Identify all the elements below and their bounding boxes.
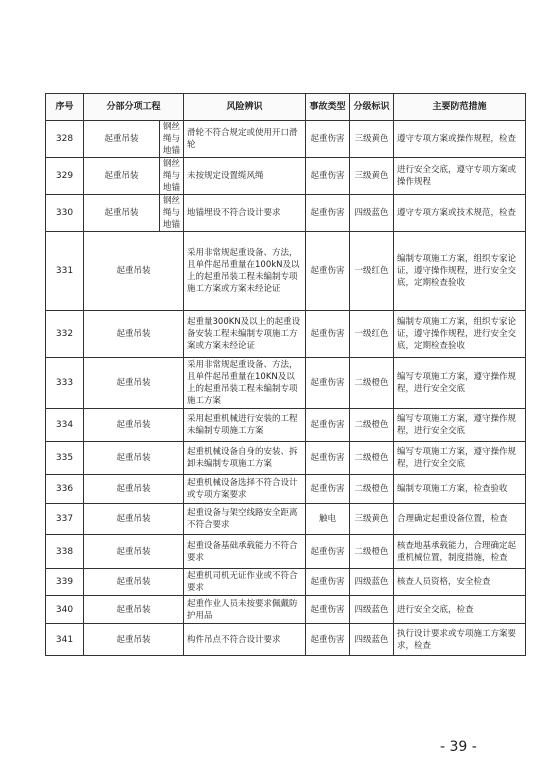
page-number: - 39 - bbox=[440, 739, 477, 755]
cell-category: 起重吊装 bbox=[84, 535, 184, 569]
cell-category: 起重吊装 bbox=[84, 624, 184, 656]
risk-table-container bbox=[45, 93, 525, 656]
cell-no: 341 bbox=[46, 624, 84, 656]
cell-no: 339 bbox=[46, 569, 84, 596]
cell-measures: 遵守专项方案或操作规程，检查 bbox=[394, 121, 526, 158]
cell-no: 330 bbox=[46, 195, 84, 232]
table-row bbox=[46, 158, 526, 195]
cell-measures: 编制专项施工方案，组织专家论证，遵守操作规程，进行安全交底，定期检查验收 bbox=[394, 311, 526, 358]
cell-risk: 起重作业人员未按要求佩戴防护用品 bbox=[184, 596, 306, 624]
cell-accident-type: 起重伤害 bbox=[306, 442, 350, 475]
cell-category: 起重吊装 bbox=[84, 504, 184, 535]
cell-measures: 遵守专项方案或技术规范，检查 bbox=[394, 195, 526, 232]
cell-risk: 起重机械设备选择不符合设计或专项方案要求 bbox=[184, 475, 306, 504]
cell-accident-type: 触电 bbox=[306, 504, 350, 535]
cell-category: 起重吊装 bbox=[84, 569, 184, 596]
cell-risk: 起重设备基础承载能力不符合要求 bbox=[184, 535, 306, 569]
cell-category: 起重吊装 bbox=[84, 158, 160, 195]
cell-level: 二级橙色 bbox=[350, 475, 394, 504]
cell-no: 328 bbox=[46, 121, 84, 158]
cell-risk: 未按规定设置缆风绳 bbox=[184, 158, 306, 195]
cell-category: 起重吊装 bbox=[84, 596, 184, 624]
table-row bbox=[46, 121, 526, 158]
cell-no: 334 bbox=[46, 409, 84, 442]
cell-subcategory: 钢丝绳与地锚 bbox=[160, 121, 184, 158]
cell-level: 一级红色 bbox=[350, 232, 394, 311]
header-accident-type: 事故类型 bbox=[306, 94, 350, 121]
cell-category: 起重吊装 bbox=[84, 442, 184, 475]
table-row bbox=[46, 195, 526, 232]
cell-level: 三级黄色 bbox=[350, 121, 394, 158]
cell-measures: 编写专项施工方案，遵守操作规程，进行安全交底 bbox=[394, 409, 526, 442]
cell-accident-type: 起重伤害 bbox=[306, 569, 350, 596]
cell-measures: 核查人员资格，安全检查 bbox=[394, 569, 526, 596]
cell-level: 四级蓝色 bbox=[350, 569, 394, 596]
cell-accident-type: 起重伤害 bbox=[306, 475, 350, 504]
cell-risk: 起重设备与架空线路安全距离不符合要求 bbox=[184, 504, 306, 535]
table-header-row bbox=[46, 94, 526, 121]
cell-measures: 进行安全交底，遵守专项方案或操作规程 bbox=[394, 158, 526, 195]
cell-no: 338 bbox=[46, 535, 84, 569]
cell-level: 四级蓝色 bbox=[350, 195, 394, 232]
cell-no: 336 bbox=[46, 475, 84, 504]
cell-level: 二级橙色 bbox=[350, 442, 394, 475]
table-row bbox=[46, 504, 526, 535]
cell-level: 二级橙色 bbox=[350, 358, 394, 409]
cell-category: 起重吊装 bbox=[84, 358, 184, 409]
cell-measures: 执行设计要求或专项施工方案要求，检查 bbox=[394, 624, 526, 656]
cell-level: 一级红色 bbox=[350, 311, 394, 358]
cell-risk: 采用起重机械进行安装的工程未编制专项施工方案 bbox=[184, 409, 306, 442]
cell-category: 起重吊装 bbox=[84, 232, 184, 311]
cell-measures: 进行安全交底，检查 bbox=[394, 596, 526, 624]
cell-risk: 采用非常规起重设备、方法，且单件起吊重量在100kN及以上的起重吊装工程未编制专项施工方案或方案未经论证 bbox=[184, 232, 306, 311]
cell-no: 337 bbox=[46, 504, 84, 535]
cell-category: 起重吊装 bbox=[84, 475, 184, 504]
cell-accident-type: 起重伤害 bbox=[306, 195, 350, 232]
cell-no: 335 bbox=[46, 442, 84, 475]
cell-risk: 采用非常规起重设备、方法，且单件起吊重量在10KN及以上的起重吊装工程未编制专项施工方案 bbox=[184, 358, 306, 409]
table-row bbox=[46, 475, 526, 504]
table-row bbox=[46, 442, 526, 475]
cell-measures: 编制专项施工方案，检查验收 bbox=[394, 475, 526, 504]
cell-no: 332 bbox=[46, 311, 84, 358]
header-measures: 主要防范措施 bbox=[394, 94, 526, 121]
table-row bbox=[46, 569, 526, 596]
cell-accident-type: 起重伤害 bbox=[306, 358, 350, 409]
cell-accident-type: 起重伤害 bbox=[306, 624, 350, 656]
cell-level: 三级黄色 bbox=[350, 158, 394, 195]
cell-measures: 编写专项施工方案，遵守操作规程，进行安全交底 bbox=[394, 358, 526, 409]
cell-level: 四级蓝色 bbox=[350, 624, 394, 656]
table-row bbox=[46, 311, 526, 358]
header-level: 分级标识 bbox=[350, 94, 394, 121]
header-risk: 风险辨识 bbox=[184, 94, 306, 121]
cell-risk: 起重机械设备自身的安装、拆卸未编制专项施工方案 bbox=[184, 442, 306, 475]
cell-no: 329 bbox=[46, 158, 84, 195]
cell-level: 四级蓝色 bbox=[350, 596, 394, 624]
cell-subcategory: 钢丝绳与地锚 bbox=[160, 158, 184, 195]
cell-risk: 构件吊点不符合设计要求 bbox=[184, 624, 306, 656]
cell-risk: 滑轮不符合规定或使用开口滑轮 bbox=[184, 121, 306, 158]
header-project: 分部分项工程 bbox=[84, 94, 184, 121]
cell-risk: 地锚埋设不符合设计要求 bbox=[184, 195, 306, 232]
cell-category: 起重吊装 bbox=[84, 311, 184, 358]
table-body bbox=[46, 121, 526, 656]
cell-category: 起重吊装 bbox=[84, 409, 184, 442]
risk-table bbox=[45, 93, 526, 656]
cell-accident-type: 起重伤害 bbox=[306, 158, 350, 195]
cell-accident-type: 起重伤害 bbox=[306, 596, 350, 624]
header-no: 序号 bbox=[46, 94, 84, 121]
table-row bbox=[46, 358, 526, 409]
cell-category: 起重吊装 bbox=[84, 121, 160, 158]
cell-level: 二级橙色 bbox=[350, 409, 394, 442]
cell-risk: 起重量300KN及以上的起重设备安装工程未编制专项施工方案或方案未经论证 bbox=[184, 311, 306, 358]
cell-level: 二级橙色 bbox=[350, 535, 394, 569]
table-row bbox=[46, 596, 526, 624]
cell-measures: 编写专项施工方案，遵守操作规程，进行安全交底 bbox=[394, 442, 526, 475]
table-row bbox=[46, 409, 526, 442]
cell-risk: 起重机司机无证作业或不符合要求 bbox=[184, 569, 306, 596]
cell-measures: 编制专项施工方案，组织专家论证，遵守操作规程，进行安全交底，定期检查验收 bbox=[394, 232, 526, 311]
cell-accident-type: 起重伤害 bbox=[306, 121, 350, 158]
cell-accident-type: 起重伤害 bbox=[306, 232, 350, 311]
cell-subcategory: 钢丝绳与地锚 bbox=[160, 195, 184, 232]
cell-level: 三级黄色 bbox=[350, 504, 394, 535]
cell-category: 起重吊装 bbox=[84, 195, 160, 232]
cell-no: 333 bbox=[46, 358, 84, 409]
cell-accident-type: 起重伤害 bbox=[306, 409, 350, 442]
cell-no: 331 bbox=[46, 232, 84, 311]
cell-measures: 合理确定起重设备位置，检查 bbox=[394, 504, 526, 535]
table-row bbox=[46, 232, 526, 311]
cell-no: 340 bbox=[46, 596, 84, 624]
cell-accident-type: 起重伤害 bbox=[306, 535, 350, 569]
cell-accident-type: 起重伤害 bbox=[306, 311, 350, 358]
cell-measures: 核查地基承载能力，合理确定起重机械位置，制度措施，检查 bbox=[394, 535, 526, 569]
table-row bbox=[46, 624, 526, 656]
table-row bbox=[46, 535, 526, 569]
